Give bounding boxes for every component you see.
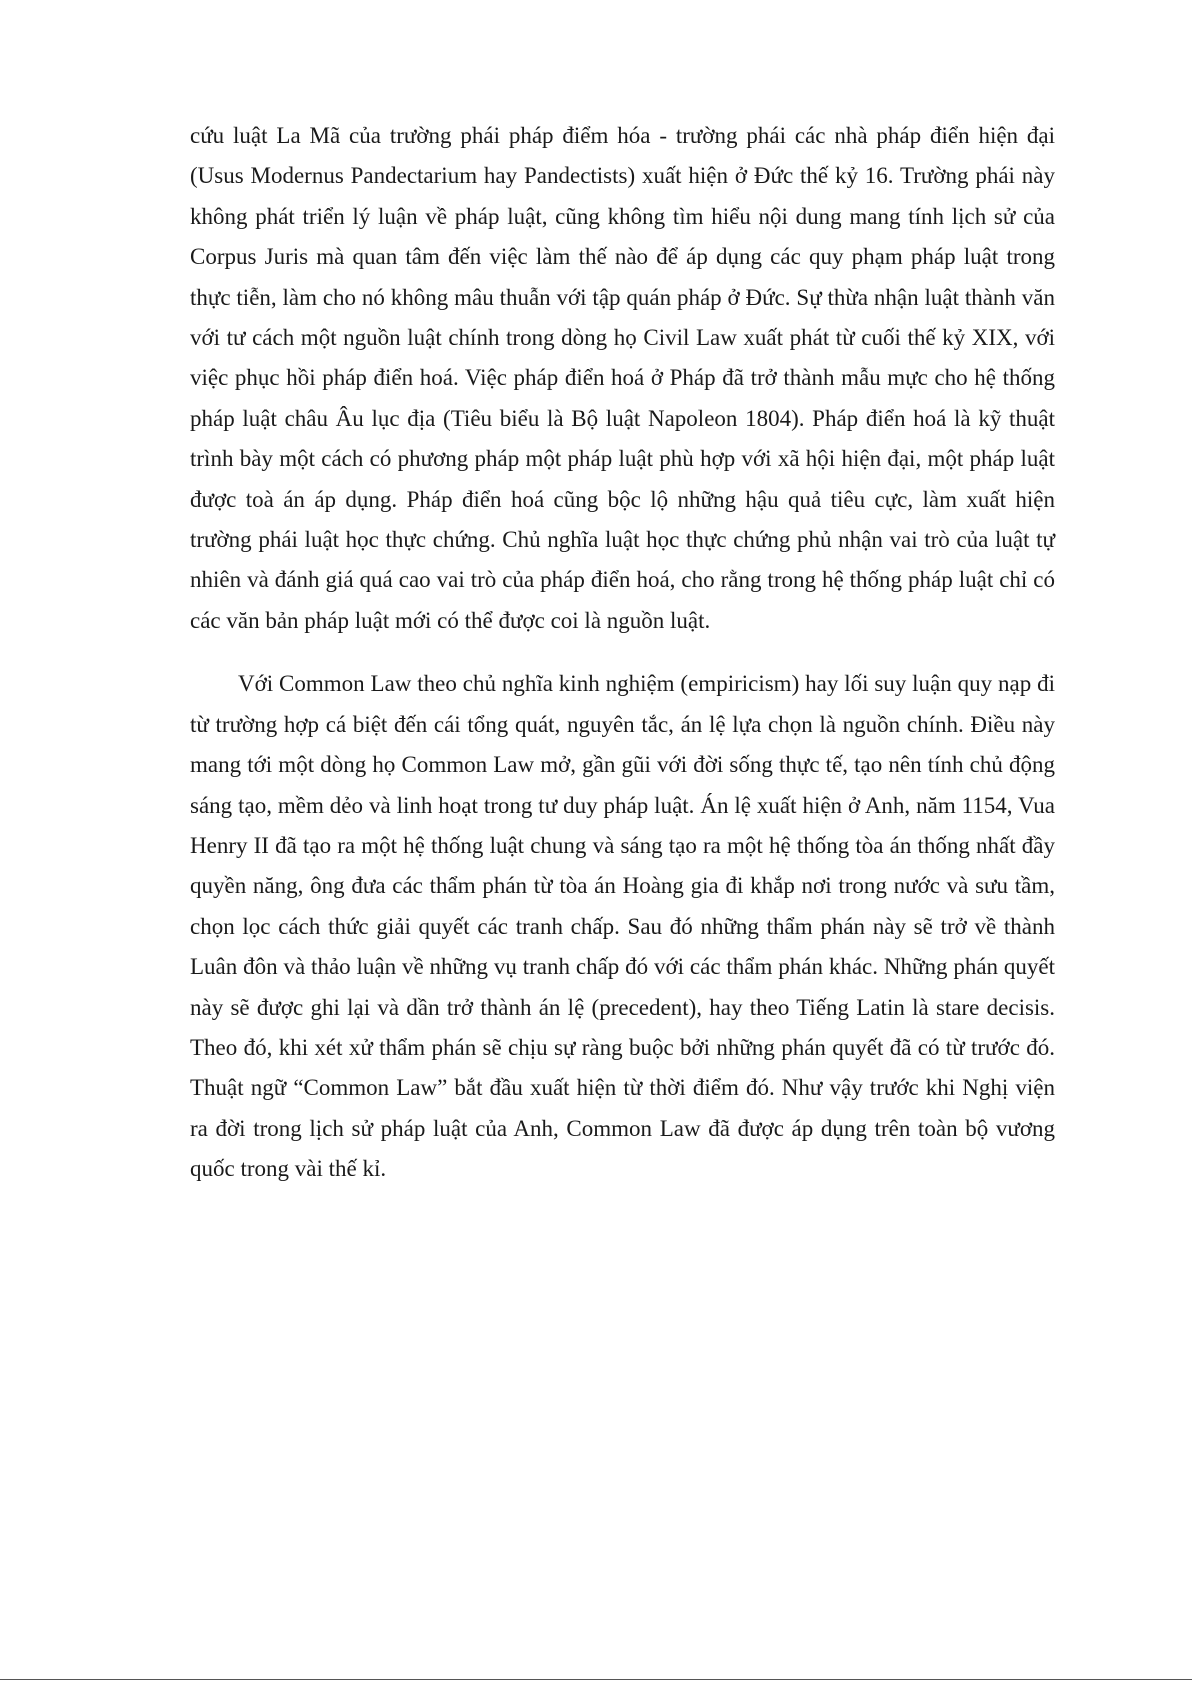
paragraph-civil-law-codification: cứu luật La Mã của trường phái pháp điểm hóa - trường phái các nhà pháp điển hiện đại (Usus Modernus Pandectarium hay Pandectists) xuất hiện ở Đức thế kỷ 16. Trường phái này không phát triển lý luận về pháp luật, cũng không tìm hiểu nội dung mang tính lịch sử của Corpus Juris mà quan tâm đến việc làm thế nào để áp dụng các quy phạm pháp luật trong thực tiễn, làm cho nó không mâu thuẫn với tập quán pháp ở Đức. Sự thừa nhận luật thành văn với tư cách một nguồn luật chính trong dòng họ Civil Law xuất phát từ cuối thế kỷ XIX, với việc phục hồi pháp điển hoá. Việc pháp điển hoá ở Pháp đã trở thành mẫu mực cho hệ thống pháp luật châu Âu lục địa (Tiêu biểu là Bộ luật Napoleon 1804). Pháp điển hoá là kỹ thuật trình bày một cách có phương pháp một pháp luật phù hợp với xã hội hiện đại, một pháp luật được toà án áp dụng. Pháp điển hoá cũng bộc lộ những hậu quả tiêu cực, làm xuất hiện trường phái luật học thực chứng. Chủ nghĩa luật học thực chứng phủ nhận vai trò của luật tự nhiên và đánh giá quá cao vai trò của pháp điển hoá, cho rằng trong hệ thống pháp luật chỉ có các văn bản pháp luật mới có thể được coi là nguồn luật. (190, 123, 1055, 633)
paragraph-common-law-precedent: Với Common Law theo chủ nghĩa kinh nghiệm (empiricism) hay lối suy luận quy nạp đi từ trường hợp cá biệt đến cái tổng quát, nguyên tắc, án lệ lựa chọn là nguồn chính. Điều này mang tới một dòng họ Common Law mở, gần gũi với đời sống thực tế, tạo nên tính chủ động sáng tạo, mềm dẻo và linh hoạt trong tư duy pháp luật. Án lệ xuất hiện ở Anh, năm 1154, Vua Henry II đã tạo ra một hệ thống luật chung và sáng tạo ra một hệ thống tòa án thống nhất đầy quyền năng, ông đưa các thẩm phán từ tòa án Hoàng gia đi khắp nơi trong nước và sưu tầm, chọn lọc cách thức giải quyết các tranh chấp. Sau đó những thẩm phán này sẽ trở về thành Luân đôn và thảo luận về những vụ tranh chấp đó với các thẩm phán khác. Những phán quyết này sẽ được ghi lại và dần trở thành án lệ (precedent), hay theo Tiếng Latin là stare decisis. Theo đó, khi xét xử thẩm phán sẽ chịu sự ràng buộc bởi những phán quyết đã có từ trước đó. Thuật ngữ “Common Law” bắt đầu xuất hiện từ thời điểm đó. Như vậy trước khi Nghị viện ra đời trong lịch sử pháp luật của Anh, Common Law đã được áp dụng trên toàn bộ vương quốc trong vài thế kỉ. (190, 671, 1055, 1182)
page-bottom-divider (0, 1679, 1192, 1680)
document-body (190, 116, 1055, 1190)
